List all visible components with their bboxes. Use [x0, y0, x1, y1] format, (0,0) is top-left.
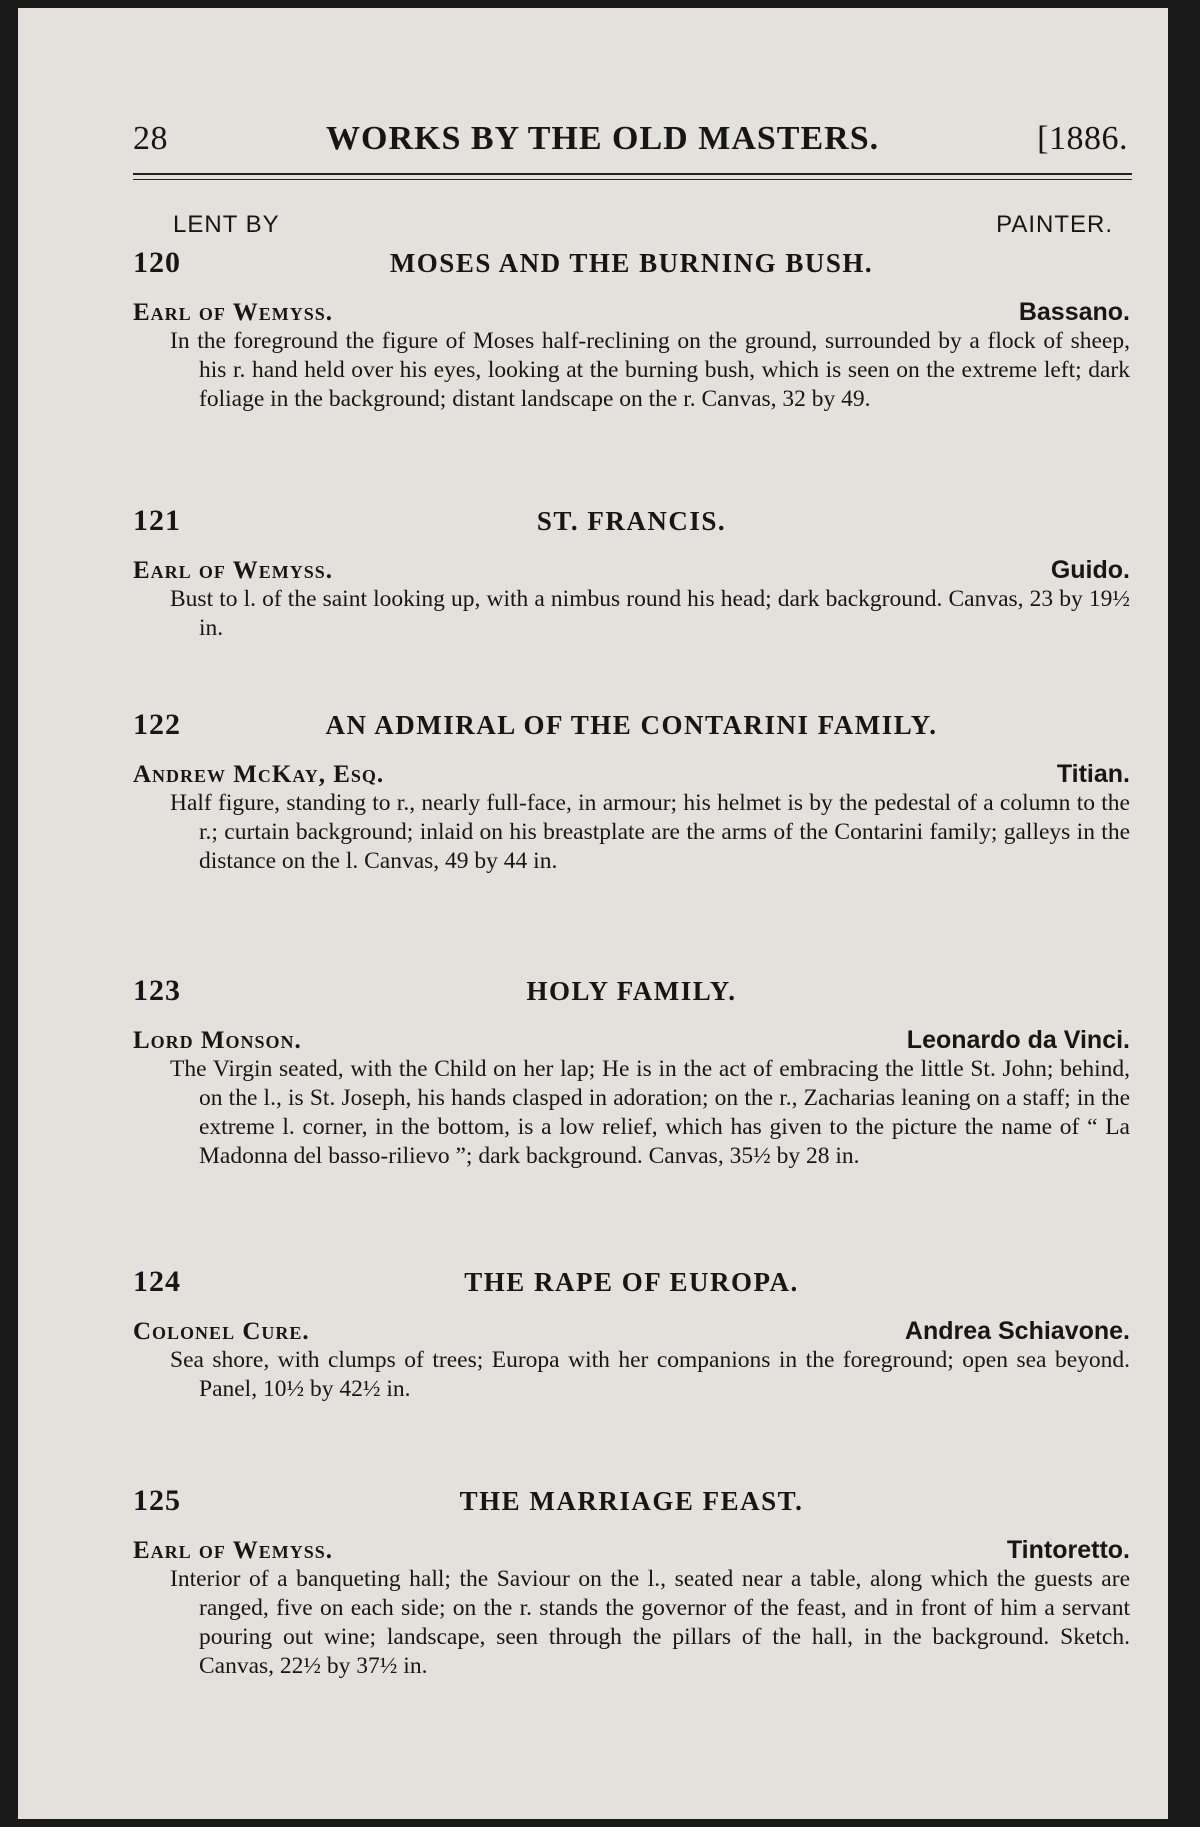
entry-lender: Colonel Cure. [133, 1318, 310, 1345]
entry-lender: Lord Monson. [133, 1027, 302, 1054]
header-rule-thick [133, 173, 1132, 175]
entry-painter: Bassano. [1018, 298, 1130, 326]
entry-description: Sea shore, with clumps of trees; Europa with her companions in the foreground; open sea beyond. Panel, 10½ by 42½ in. [170, 1347, 1130, 1402]
entry-number: 124 [133, 1265, 181, 1298]
entry-lender: Andrew McKay, Esq. [133, 761, 385, 788]
entry-painter: Guido. [1050, 556, 1130, 584]
running-header [133, 120, 1128, 158]
entry-title: MOSES AND THE BURNING BUSH. [389, 248, 874, 278]
entry-description: The Virgin seated, with the Child on her lap; He is in the act of embracing the little St. John; behind, on the l., is St. Joseph, his hands clasped in adoration; on the r., Zacharias leaning on a staff; in the extreme l. corner, in the bottom, is a low relief, which has given to the picture the name of “ La Madonna del basso-rilievo ”; dark background. Canvas, 35½ by 28 in. [170, 1056, 1130, 1169]
painter-heading: PAINTER. [996, 211, 1113, 238]
entry-number: 125 [133, 1484, 181, 1517]
entry-description: Interior of a banqueting hall; the Saviour on the l., seated near a table, along which the guests are ranged, five on each side; on the r. stands the governor of the feast, and in front of him a servant pouring out wine; landscape, seen through the pillars of the hall, in the background. Sketch. Canvas, 22½ by 37½ in. [170, 1566, 1130, 1679]
catalogue-entry [133, 1484, 1130, 1681]
entry-description: Half figure, standing to r., nearly full-face, in armour; his helmet is by the pedestal of a column to the r.; curtain background; inlaid on his breastplate are the arms of the Contarini family; galleys in the distance on the l. Canvas, 49 by 44 in. [170, 790, 1130, 874]
catalogue-entry [133, 1265, 1130, 1404]
entry-number: 120 [133, 246, 181, 279]
entry-description: Bust to l. of the saint looking up, with a nimbus round his head; dark background. Canvas, 23 by 19½ in. [170, 586, 1130, 641]
entry-number: 123 [133, 974, 181, 1007]
catalogue-page [18, 8, 1168, 1819]
page-title: WORKS BY THE OLD MASTERS. [326, 120, 880, 157]
entry-description: In the foreground the figure of Moses half-reclining on the ground, surrounded by a flock of sheep, his r. hand held over his eyes, looking at the burning bush, which is seen on the extreme left; dark foliage in the background; distant landscape on the r. Canvas, 32 by 49. [170, 328, 1130, 412]
page-number: 28 [133, 120, 168, 157]
entry-number: 122 [133, 708, 181, 741]
lent-by-heading: LENT BY [173, 211, 280, 238]
entry-title: THE MARRIAGE FEAST. [459, 1486, 804, 1516]
entry-title: HOLY FAMILY. [526, 976, 737, 1006]
entry-painter: Andrea Schiavone. [904, 1317, 1130, 1345]
catalogue-entry [133, 246, 1130, 414]
entry-lender: Earl of Wemyss. [133, 1537, 333, 1564]
entry-title: THE RAPE OF EUROPA. [464, 1267, 799, 1297]
entry-title: ST. FRANCIS. [536, 506, 727, 536]
entry-painter: Tintoretto. [1006, 1536, 1130, 1564]
catalogue-entry [133, 504, 1130, 643]
entry-painter: Leonardo da Vinci. [906, 1026, 1130, 1054]
entry-painter: Titian. [1056, 760, 1130, 788]
entry-lender: Earl of Wemyss. [133, 299, 333, 326]
catalogue-entry [133, 708, 1130, 876]
year-marker: [1886. [1037, 120, 1128, 157]
header-rule-thin [133, 179, 1132, 180]
entry-number: 121 [133, 504, 181, 537]
catalogue-entry [133, 974, 1130, 1171]
entry-lender: Earl of Wemyss. [133, 557, 333, 584]
column-headings [173, 211, 1113, 239]
entry-title: AN ADMIRAL OF THE CONTARINI FAMILY. [325, 710, 938, 740]
